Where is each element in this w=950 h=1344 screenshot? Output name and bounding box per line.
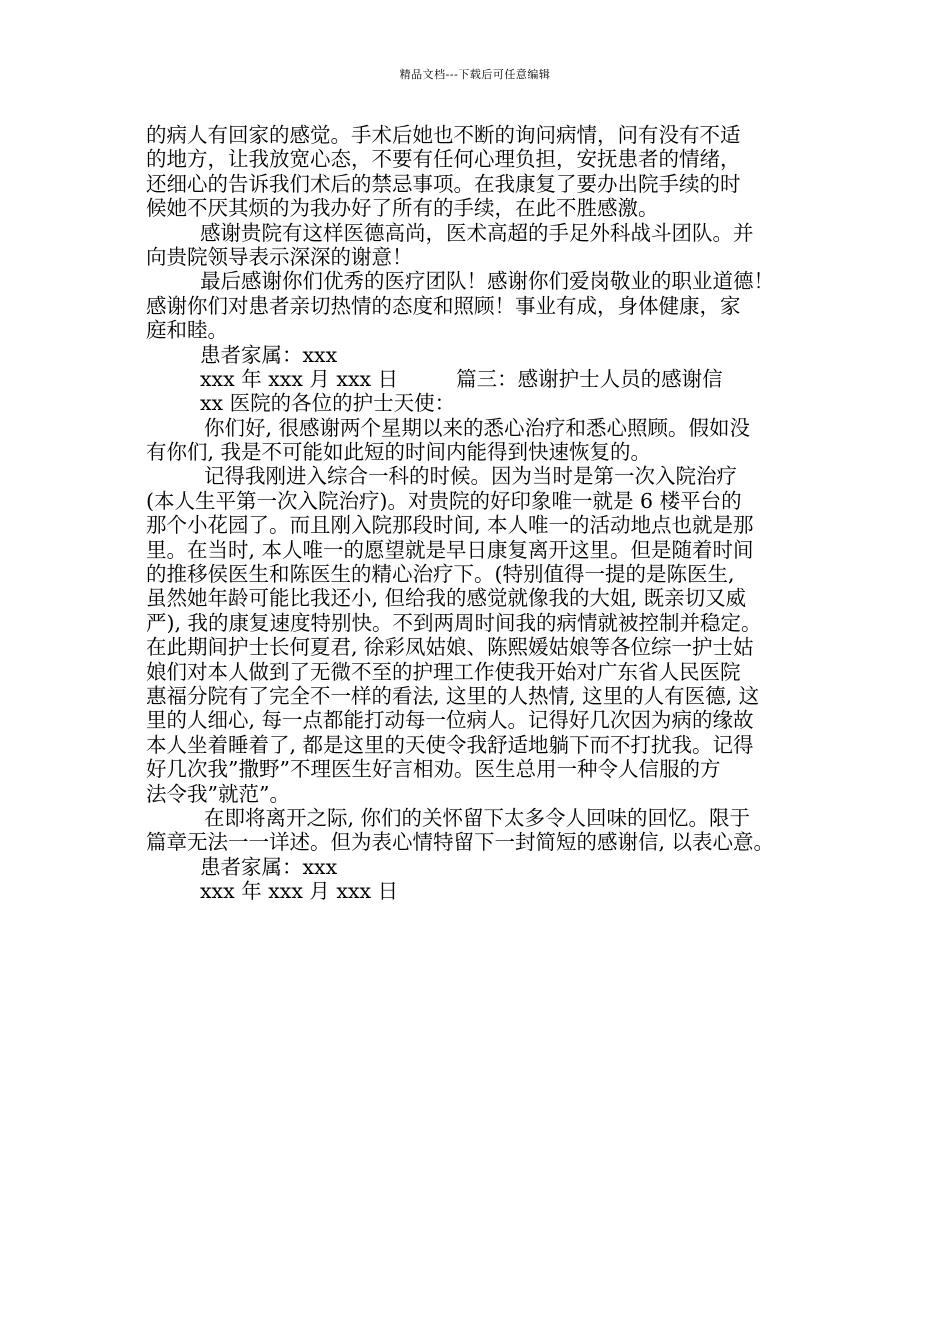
text-line: 还细心的告诉我们术后的禁忌事项。在我康复了要办出院手续的时 bbox=[146, 171, 741, 196]
text-line: 有你们, 我是不可能如此短的时间内能得到快速恢复的。 bbox=[146, 440, 652, 465]
text-line: 篇章无法一一详述。但为表心情特留下一封简短的感谢信, 以表心意。 bbox=[146, 830, 775, 855]
text-line: 里。在当时, 本人唯一的愿望就是早日康复离开这里。但是随着时间 bbox=[146, 537, 754, 562]
text-line: 娘们对本人做到了无微不至的护理工作使我开始对广东省人民医院 bbox=[146, 659, 741, 684]
text-line: 你们好, 很感谢两个星期以来的悉心治疗和悉心照顾。假如没 bbox=[204, 415, 751, 440]
text-line: 庭和睦。 bbox=[146, 318, 228, 343]
text-line: 的推移侯医生和陈医生的精心治疗下。(特别值得一提的是陈医生, bbox=[146, 562, 735, 587]
text-line: 法令我”就范”。 bbox=[146, 781, 290, 806]
signature-line: 患者家属：xxx bbox=[200, 342, 338, 367]
section-title: 篇三：感谢护士人员的感谢信 bbox=[456, 366, 723, 391]
text-line: 感谢贵院有这样医德高尚，医术高超的手足外科战斗团队。并 bbox=[200, 220, 754, 245]
text-line: 在此期间护士长何夏君, 徐彩凤姑娘、陈熙媛姑娘等各位综一护士姑 bbox=[146, 635, 754, 660]
date-line: xxx 年 xxx 月 xxx 日 bbox=[200, 879, 399, 904]
text-line: 最后感谢你们优秀的医疗团队！感谢你们爱岗敬业的职业道德！ bbox=[200, 269, 774, 294]
text-line: 虽然她年龄可能比我还小, 但给我的感觉就像我的大姐, 既亲切又威 bbox=[146, 586, 747, 611]
text-line: 感谢你们对患者亲切热情的态度和照顾！事业有成，身体健康，家 bbox=[146, 293, 741, 318]
text-line: 严), 我的康复速度特别快。不到两周时间我的病情就被控制并稳定。 bbox=[146, 610, 762, 635]
date-title-line bbox=[146, 367, 826, 391]
text-line: 惠福分院有了完全不一样的看法, 这里的人热情, 这里的人有医德, 这 bbox=[146, 683, 760, 708]
document-body bbox=[146, 123, 826, 904]
text-line: 向贵院领导表示深深的谢意！ bbox=[146, 244, 413, 269]
text-line: 在即将离开之际, 你们的关怀留下太多令人回味的回忆。限于 bbox=[204, 805, 751, 830]
text-line: 好几次我”撒野”不理医生好言相劝。医生总用一种令人信服的方 bbox=[146, 757, 721, 782]
text-line: 里的人细心, 每一点都能打动每一位病人。记得好几次因为病的缘故 bbox=[146, 708, 754, 733]
text-line: 的病人有回家的感觉。手术后她也不断的询问病情，问有没有不适 bbox=[146, 123, 741, 147]
text-line: 本人坐着睡着了, 都是这里的天使令我舒适地躺下而不打扰我。记得 bbox=[146, 732, 754, 757]
text-line: 候她不厌其烦的为我办好了所有的手续，在此不胜感激。 bbox=[146, 196, 659, 221]
text-line: 记得我刚进入综合一科的时候。因为当时是第一次入院治疗 bbox=[204, 464, 737, 489]
text-line: 的地方，让我放宽心态，不要有任何心理负担，安抚患者的情绪， bbox=[146, 147, 741, 172]
text-line: (本人生平第一次入院治疗)。对贵院的好印象唯一就是 6 楼平台的 bbox=[146, 488, 742, 513]
salutation-line: xx 医院的各位的护士天使： bbox=[200, 391, 456, 416]
page-header: 精品文档---下载后可任意编辑 bbox=[399, 68, 551, 81]
date-text: xxx 年 xxx 月 xxx 日 bbox=[200, 366, 399, 391]
text-line: 那个小花园了。而且刚入院那段时间, 本人唯一的活动地点也就是那 bbox=[146, 513, 754, 538]
signature-line: 患者家属：xxx bbox=[200, 854, 338, 879]
